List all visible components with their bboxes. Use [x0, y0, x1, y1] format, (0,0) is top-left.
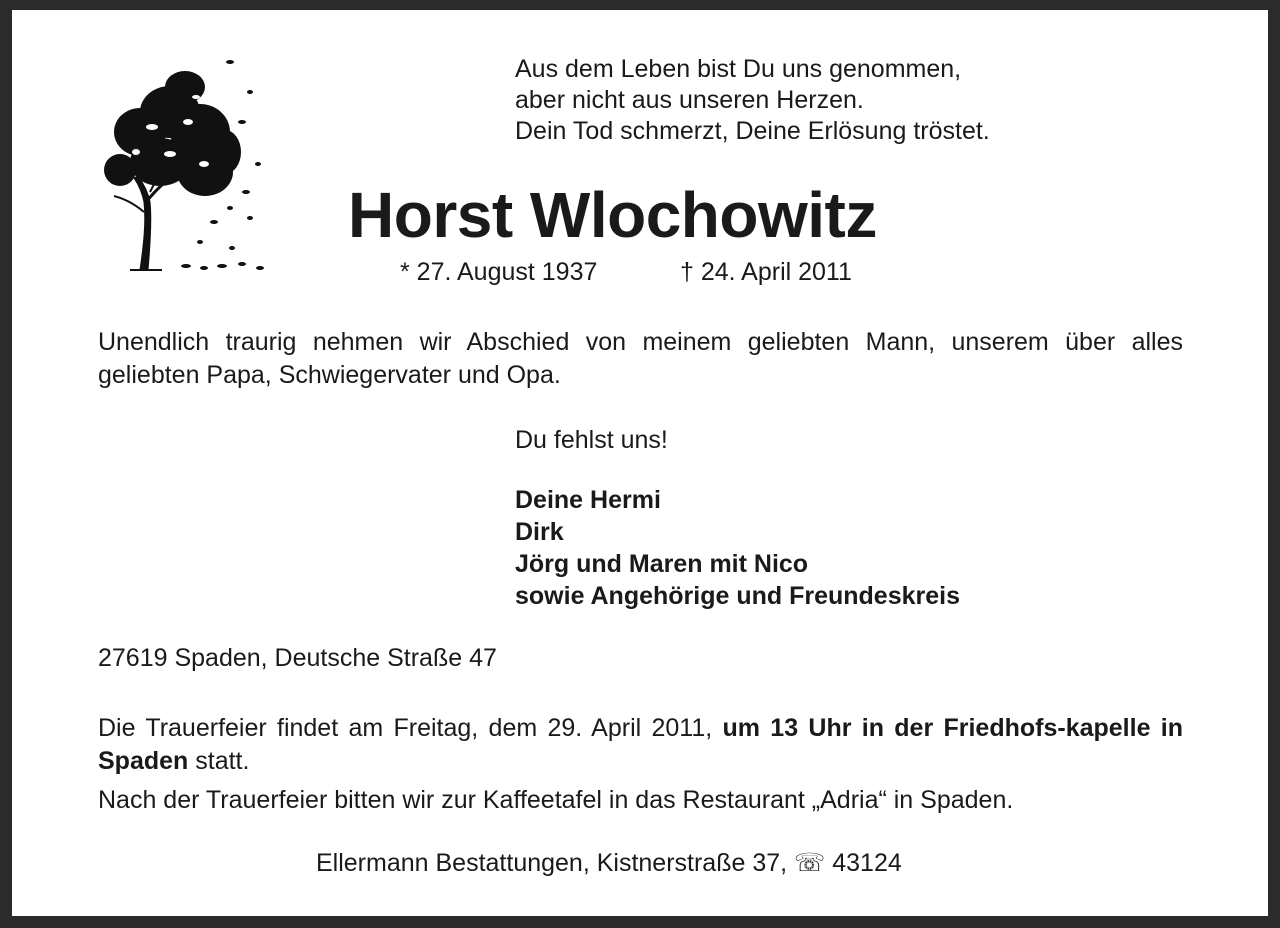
signer: Dirk — [515, 518, 564, 546]
quote-line-1: Aus dem Leben bist Du uns genommen, — [515, 55, 962, 83]
ceremony-info — [98, 712, 1183, 778]
ceremony-text-2: statt. — [188, 747, 250, 775]
quote-line-3: Dein Tod schmerzt, Deine Erlösung tröstet. — [515, 117, 990, 145]
undertaker-info: Ellermann Bestattungen, Kistnerstraße 37, ☏ 43124 — [316, 849, 902, 877]
ceremony-text-1: Die Trauerfeier findet am Freitag, dem 29. April 2011, — [98, 714, 723, 742]
signer: Jörg und Maren mit Nico — [515, 550, 809, 578]
signer: Deine Hermi — [515, 486, 661, 514]
birth-date: * 27. August 1937 — [400, 258, 598, 286]
signer: sowie Angehörige und Freundeskreis — [515, 582, 960, 610]
quote-line-2: aber nicht aus unseren Herzen. — [515, 86, 864, 114]
death-date: † 24. April 2011 — [680, 258, 852, 286]
ceremony-time-place: um 13 Uhr in der Friedhofs-kapelle in Spaden — [98, 714, 1183, 775]
farewell-message: Unendlich traurig nehmen wir Abschied von meinem geliebten Mann, unserem über alles geliebten Papa, Schwiegervater und Opa. — [98, 328, 1183, 389]
memorial-quote — [515, 54, 990, 147]
tree-icon — [100, 52, 268, 274]
family-address: 27619 Spaden, Deutsche Straße 47 — [98, 644, 497, 672]
deceased-name: Horst Wlochowitz — [348, 179, 877, 251]
obituary-notice — [12, 10, 1268, 916]
signers-list — [515, 484, 960, 612]
miss-line: Du fehlst uns! — [515, 426, 668, 454]
coffee-invitation: Nach der Trauerfeier bitten wir zur Kaffeetafel in das Restaurant „Adria“ in Spaden. — [98, 786, 1014, 814]
